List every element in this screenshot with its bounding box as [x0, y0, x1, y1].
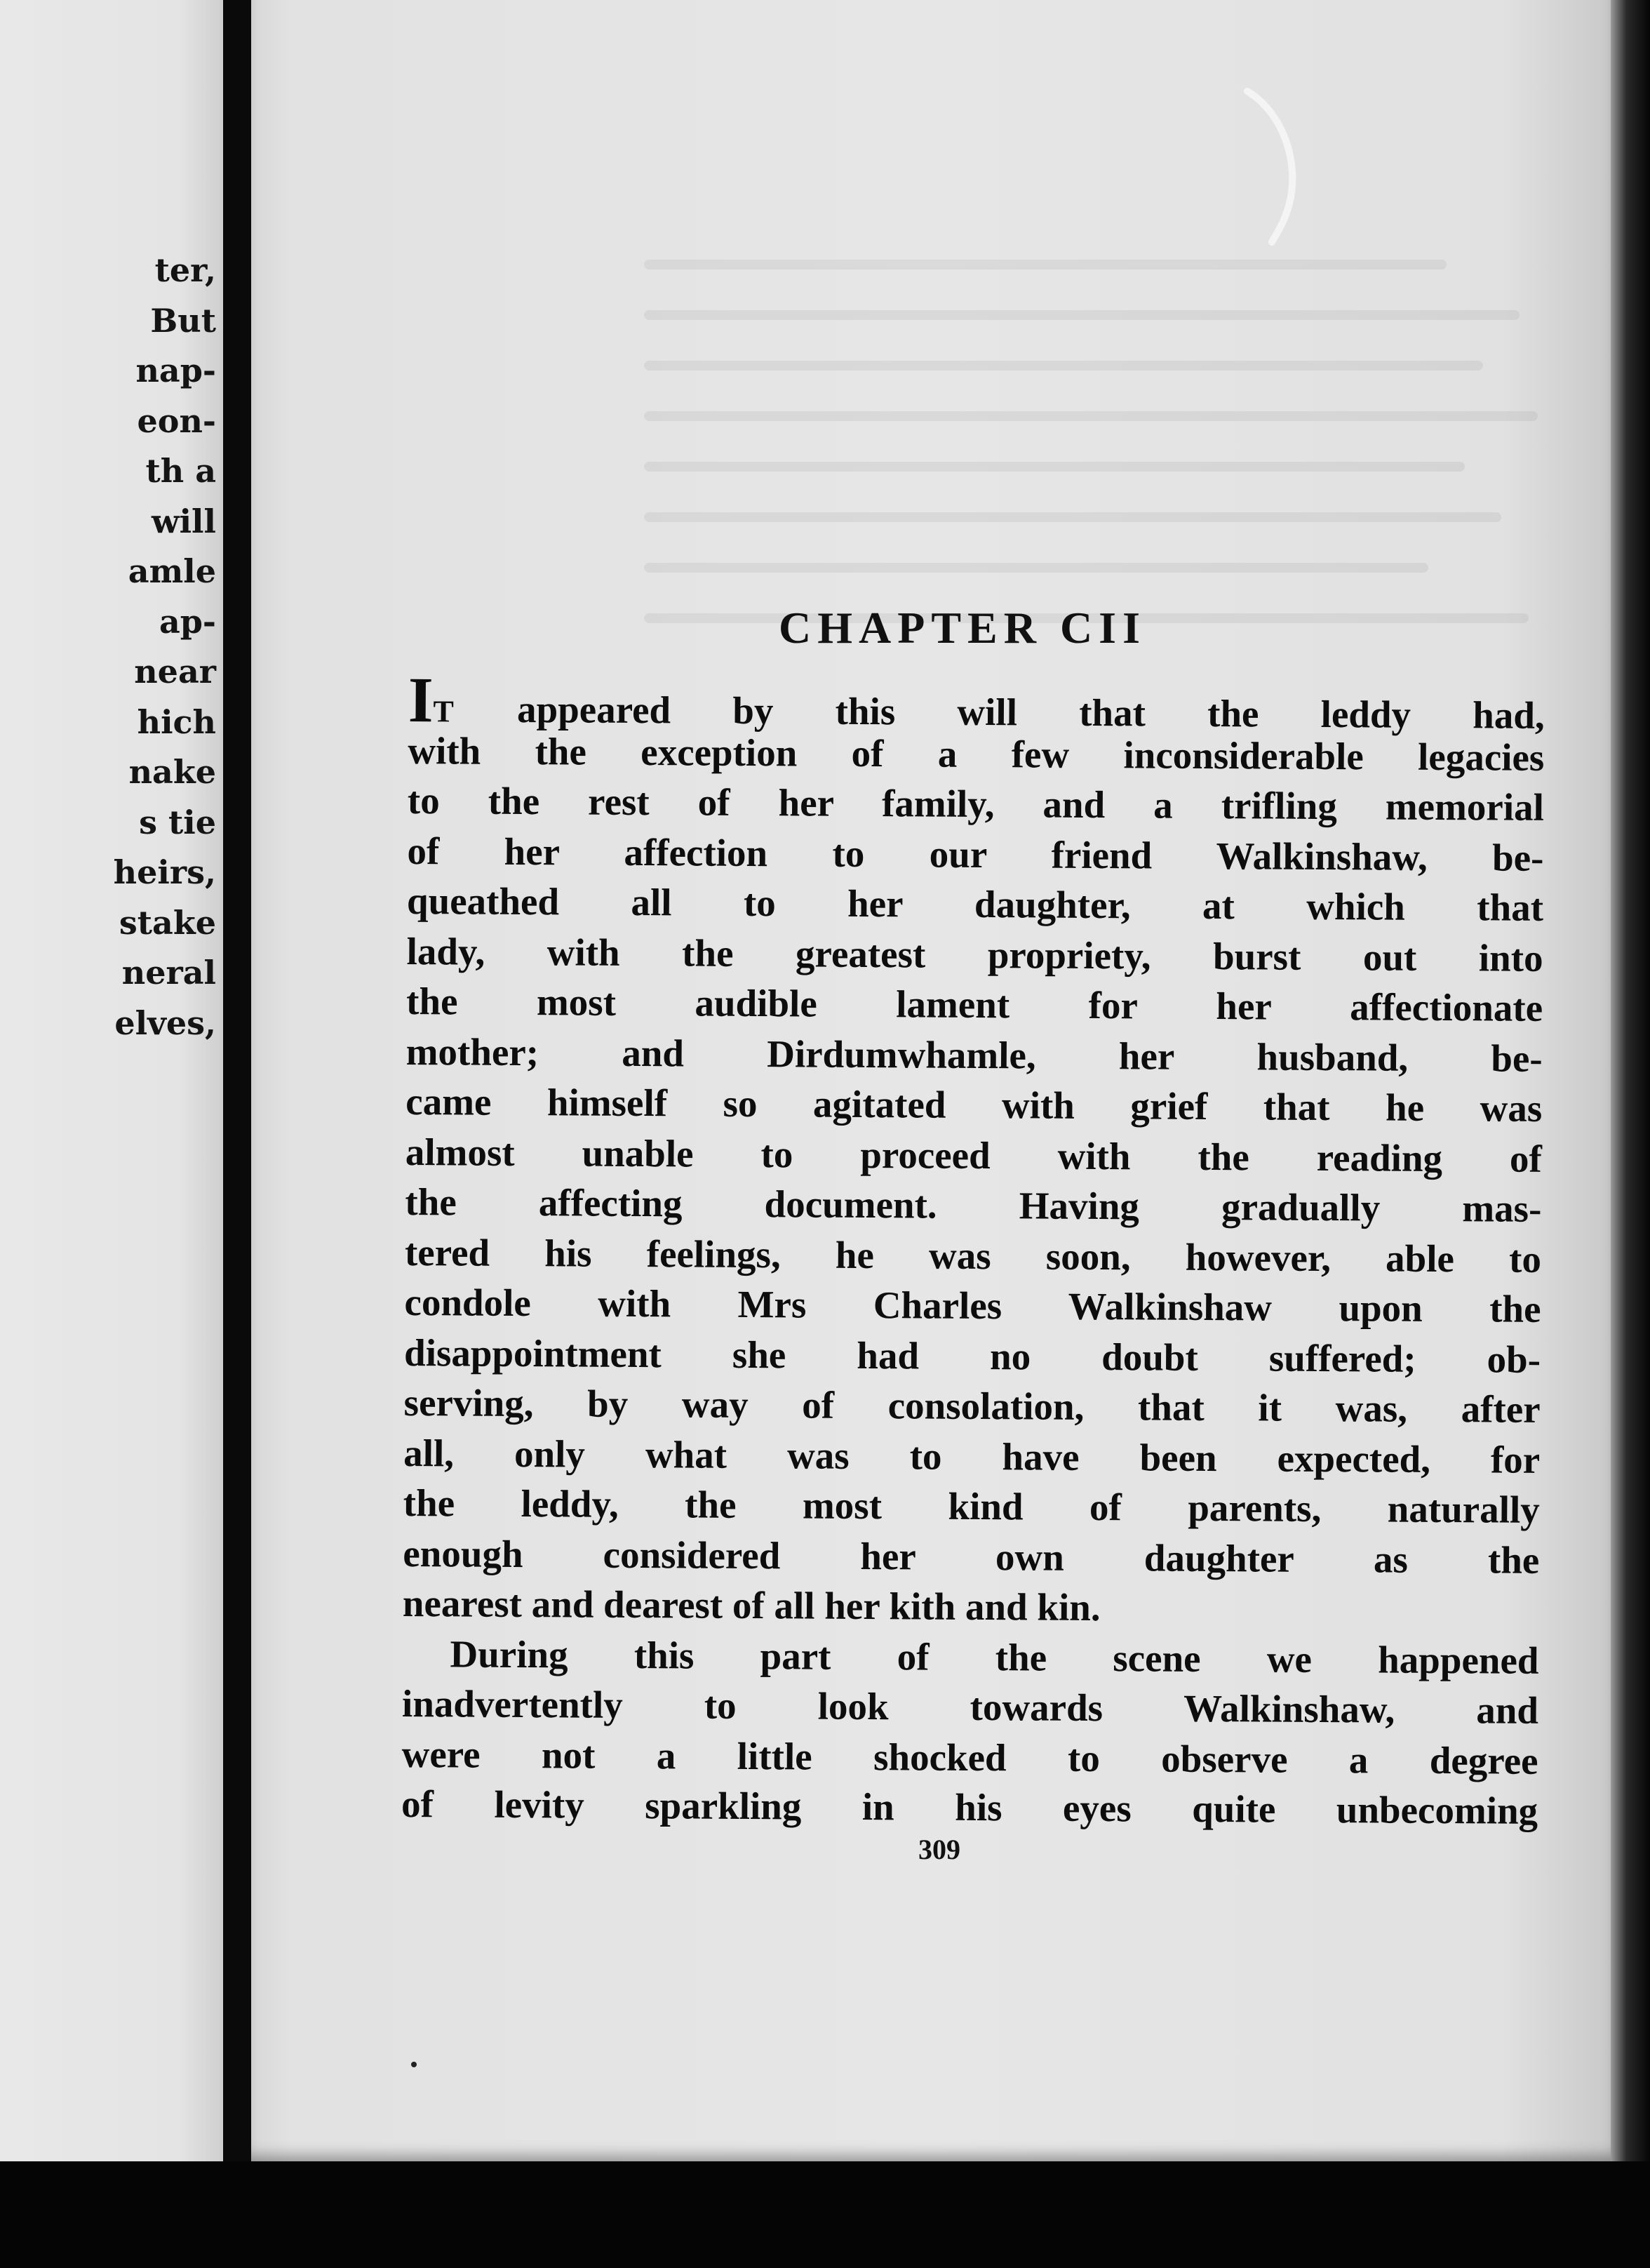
first-line	[408, 664, 1545, 737]
facing-line: eon-	[137, 401, 216, 440]
facing-line: neral	[121, 954, 216, 992]
text-line: almost unable to proceed with the reading of	[405, 1130, 1543, 1180]
text-line: tered his feelings, he was soon, however, able to	[404, 1230, 1542, 1281]
drop-cap: I	[408, 664, 434, 736]
scan-border-bottom	[0, 2161, 1650, 2268]
ink-speck	[411, 2062, 417, 2067]
text-line: to the rest of her family, and a trifling memorial	[407, 778, 1545, 829]
text-line: queathed all to her daughter, at which that	[406, 879, 1544, 929]
text-line: mother; and Dirdumwhamle, her husband, be-	[405, 1029, 1543, 1080]
text-line: serving, by way of consolation, that it was, after	[403, 1380, 1541, 1431]
facing-page-left	[0, 0, 223, 2268]
facing-line: elves,	[114, 1003, 216, 1042]
text-line: nearest and dearest of all her kith and kin.	[402, 1581, 1101, 1629]
book-page	[251, 0, 1611, 2161]
facing-line: nake	[128, 753, 216, 791]
facing-line: s tie	[139, 803, 216, 841]
text-line: of levity sparkling in his eyes quite unbecoming	[401, 1782, 1538, 1832]
facing-line: heirs,	[113, 853, 216, 891]
facing-page-text	[114, 246, 216, 1048]
body-text	[401, 664, 1545, 1836]
text-line: were not a little shocked to observe a degree	[401, 1732, 1538, 1782]
facing-line: nap-	[135, 352, 216, 389]
text-line: the affecting document. Having gradually mas-	[405, 1180, 1542, 1230]
text-line: inadvertently to look towards Walkinshaw, and	[401, 1681, 1539, 1732]
facing-line: near	[134, 653, 216, 691]
text-line: came himself so agitated with grief that he was	[405, 1079, 1543, 1130]
facing-line: hich	[137, 702, 216, 741]
paragraph-2-first-line: During this part of the scene we happened	[450, 1632, 1539, 1682]
page-edge-right	[1611, 0, 1650, 2268]
text-line: disappointment she had no doubt suffered; ob-	[403, 1330, 1541, 1381]
facing-line: amle	[128, 552, 216, 590]
small-cap: T	[433, 694, 456, 729]
facing-line: ap-	[159, 602, 216, 641]
first-line-text: appeared by this will that the leddy had,	[455, 687, 1545, 737]
facing-line: will	[151, 502, 216, 540]
text-line: lady, with the greatest propriety, burst out into	[406, 929, 1543, 980]
book-gutter	[223, 0, 251, 2268]
text-line: of her affection to our friend Walkinshaw, be-	[407, 829, 1544, 879]
text-line: the leddy, the most kind of parents, naturally	[403, 1481, 1540, 1531]
text-line: enough considered her own daughter as the	[403, 1531, 1540, 1582]
chapter-title: CHAPTER CII	[779, 603, 1146, 653]
page-number: 309	[918, 1834, 960, 1865]
facing-line: ter,	[154, 251, 216, 289]
text-line: with the exception of a few inconsiderable legacies	[408, 728, 1545, 779]
facing-line: stake	[119, 903, 216, 942]
facing-line: th a	[145, 452, 216, 490]
pen-mark	[1233, 84, 1317, 253]
text-line: the most audible lament for her affectionate	[405, 979, 1543, 1029]
text-line: condole with Mrs Charles Walkinshaw upon the	[404, 1280, 1541, 1330]
facing-line: But	[150, 301, 216, 340]
text-line: all, only what was to have been expected, for	[403, 1431, 1541, 1481]
